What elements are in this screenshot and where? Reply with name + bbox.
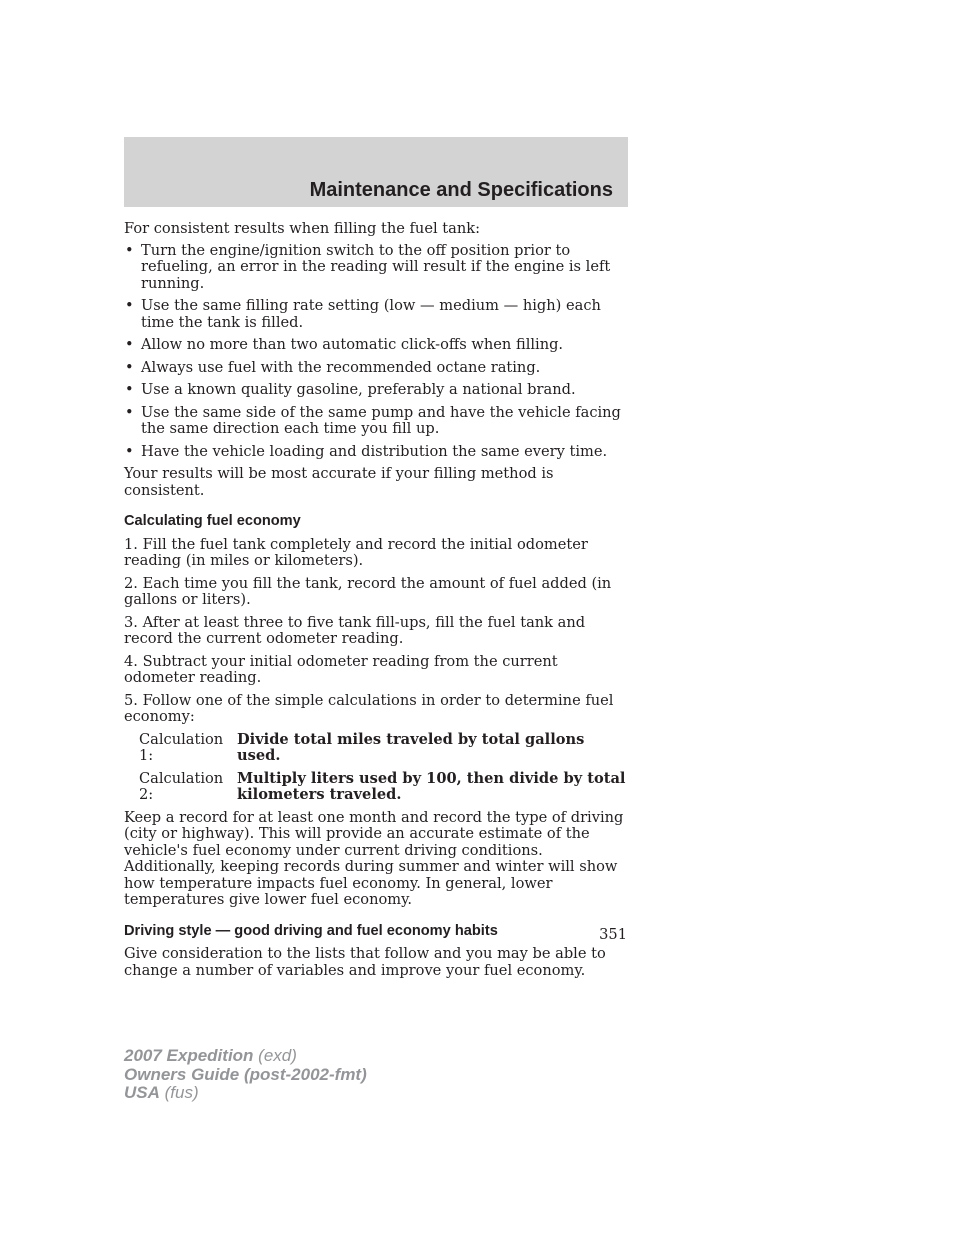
calculation-2 — [139, 771, 628, 804]
step-1: 1. Fill the fuel tank completely and record the initial odometer reading (in miles or kilometers). — [124, 535, 588, 569]
bullet-icon: • — [125, 403, 134, 421]
list-item: • Use the same filling rate setting (low — medium — high) each time the tank is filled. — [125, 297, 601, 331]
section-header-band — [124, 137, 628, 207]
step-3: 3. After at least three to five tank fill-ups, fill the fuel tank and record the current odometer reading. — [124, 613, 586, 647]
document-footer — [124, 1047, 367, 1103]
footer-line-2: Owners Guide (post-2002-fmt) — [124, 1064, 367, 1084]
driving-style-text: Give consideration to the lists that follow and you may be able to change a number of variables and improve your fuel economy. — [124, 945, 606, 979]
calculation-label: Calculation 2: — [139, 769, 224, 803]
bullet-icon: • — [125, 442, 134, 460]
heading-driving-style: Driving style — good driving and fuel economy habits — [124, 922, 498, 939]
list-item: • Use a known quality gasoline, preferably a national brand. — [125, 381, 576, 398]
list-item: • Always use fuel with the recommended octane rating. — [125, 358, 541, 376]
heading-calculating-fuel-economy: Calculating fuel economy — [124, 513, 301, 529]
bullet-icon: • — [125, 297, 134, 314]
record-keeping-text: Keep a record for at least one month and record the type of driving (city or highway). This will provide an accurate estimate of the vehicle's fuel economy under current driving conditions. Additionally, keeping records during summer and winter will show how temperature impacts fuel economy. In general, lower temperatures give lower fuel economy. — [124, 808, 624, 908]
step-2: 2. Each time you fill the tank, record the amount of fuel added (in gallons or liters). — [124, 574, 612, 608]
footer-line-1: 2007 Expedition (exd) — [124, 1046, 297, 1065]
list-item: • Allow no more than two automatic click-offs when filling. — [125, 336, 564, 353]
calculation-text: Divide total miles traveled by total gallons used. — [237, 730, 585, 764]
bullet-icon: • — [125, 381, 134, 398]
calculation-label: Calculation 1: — [139, 730, 224, 764]
bullets-conclusion: Your results will be most accurate if your filling method is consistent. — [124, 465, 554, 499]
step-5: 5. Follow one of the simple calculations in order to determine fuel economy: — [124, 691, 614, 725]
intro-text: For consistent results when filling the fuel tank: — [124, 220, 480, 237]
section-title: Maintenance and Specifications — [309, 179, 613, 201]
list-item: • Turn the engine/ignition switch to the off position prior to refueling, an error in the reading will result if the engine is left running. — [125, 241, 611, 292]
fuel-fill-tips-list — [124, 243, 628, 461]
calculation-text: Multiply liters used by 100, then divide by total kilometers traveled. — [237, 769, 626, 803]
bullet-icon: • — [125, 358, 134, 376]
bullet-icon: • — [125, 336, 134, 353]
page-content — [124, 221, 628, 985]
footer-line-3: USA (fus) — [124, 1083, 199, 1102]
calculation-1 — [139, 732, 628, 765]
page-number: 351 — [599, 926, 627, 943]
list-item: • Use the same side of the same pump and have the vehicle facing the same direction each time you fill up. — [125, 403, 621, 437]
bullet-icon: • — [125, 241, 134, 259]
step-4: 4. Subtract your initial odometer reading from the current odometer reading. — [124, 652, 558, 686]
list-item: • Have the vehicle loading and distribution the same every time. — [125, 442, 608, 460]
